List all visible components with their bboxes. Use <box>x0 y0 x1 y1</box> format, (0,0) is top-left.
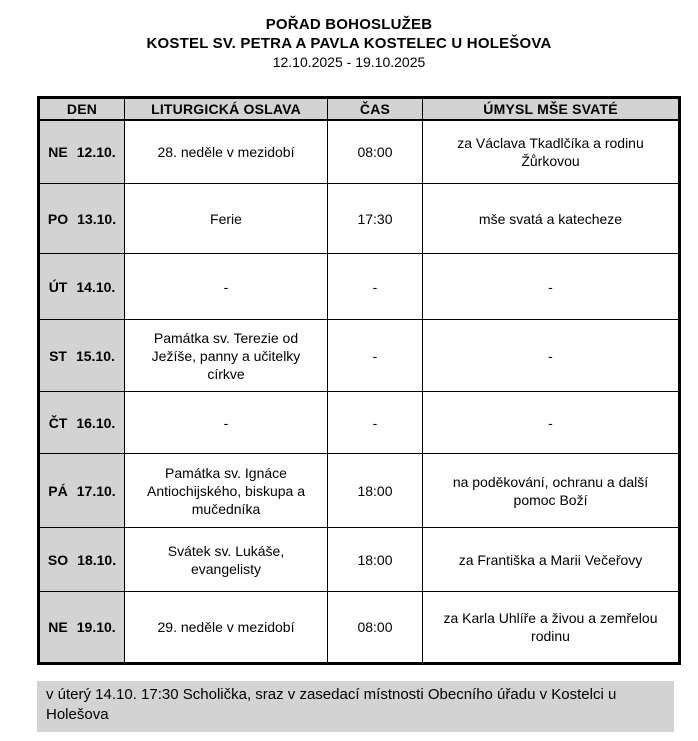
day-cell <box>39 254 125 320</box>
date-range: 12.10.2025 - 19.10.2025 <box>272 54 426 70</box>
day-label <box>48 347 116 365</box>
day-cell <box>39 320 125 392</box>
table-row <box>39 320 680 392</box>
mass-intention-cell: za Václava Tkadlčíka a rodinu Žůrkovou <box>423 120 680 184</box>
time-cell: - <box>328 254 423 320</box>
day-cell <box>39 392 125 454</box>
time-cell: 18:00 <box>328 528 423 592</box>
day-abbreviation: ČT <box>48 414 68 431</box>
day-date: 19.10. <box>76 619 116 635</box>
table-row <box>39 454 680 528</box>
schedule-table <box>37 96 681 665</box>
table-row <box>39 528 680 592</box>
time-cell: 08:00 <box>328 120 423 184</box>
column-header-mass-intention: ÚMYSL MŠE SVATÉ <box>423 98 680 120</box>
day-abbreviation: NE <box>48 619 68 635</box>
mass-intention-cell: - <box>423 320 680 392</box>
day-label <box>48 278 116 296</box>
day-abbreviation: SO <box>47 551 69 568</box>
day-date: 16.10. <box>76 414 116 431</box>
day-label <box>48 482 116 500</box>
liturgical-celebration-cell: - <box>125 254 328 320</box>
day-label <box>48 618 116 636</box>
time-cell: 08:00 <box>328 592 423 664</box>
liturgical-celebration-cell: 28. neděle v mezidobí <box>125 120 328 184</box>
table-row <box>39 254 680 320</box>
time-cell: 17:30 <box>328 184 423 254</box>
liturgical-celebration-cell: Ferie <box>125 184 328 254</box>
mass-intention-cell: na poděkování, ochranu a další pomoc Boží <box>423 454 680 528</box>
day-cell <box>39 120 125 184</box>
day-date: 17.10. <box>76 482 116 499</box>
church-name: KOSTEL SV. PETRA A PAVLA KOSTELEC U HOLEŠOVA <box>146 35 552 52</box>
time-cell: - <box>328 320 423 392</box>
day-abbreviation: ÚT <box>48 278 68 295</box>
day-date: 15.10. <box>75 347 115 364</box>
day-date: 13.10. <box>77 210 117 227</box>
day-cell <box>39 528 125 592</box>
day-abbreviation: PO <box>47 210 69 227</box>
day-label <box>48 143 116 161</box>
schedule-table-header <box>39 98 680 120</box>
liturgical-celebration-cell: Svátek sv. Lukáše, evangelisty <box>125 528 328 592</box>
time-cell: 18:00 <box>328 454 423 528</box>
column-header-day: DEN <box>39 98 125 120</box>
page-title: POŘAD BOHOSLUŽEB <box>265 16 433 33</box>
day-label <box>48 210 116 228</box>
day-cell <box>39 184 125 254</box>
liturgical-celebration-cell: - <box>125 392 328 454</box>
day-label <box>48 551 116 569</box>
mass-intention-cell: mše svatá a katecheze <box>423 184 680 254</box>
document-header <box>0 15 698 72</box>
mass-intention-cell: za Františka a Marii Večeřovy <box>423 528 680 592</box>
day-date: 12.10. <box>76 143 116 160</box>
column-header-liturgical-celebration: LITURGICKÁ OSLAVA <box>125 98 328 120</box>
time-cell: - <box>328 392 423 454</box>
day-date: 14.10. <box>76 278 116 295</box>
day-cell <box>39 592 125 664</box>
day-abbreviation: ST <box>49 347 67 364</box>
table-row <box>39 592 680 664</box>
day-date: 18.10. <box>77 551 117 568</box>
mass-intention-cell: za Karla Uhlíře a živou a zemřelou rodinu <box>423 592 680 664</box>
table-row <box>39 120 680 184</box>
mass-intention-cell: - <box>423 392 680 454</box>
day-abbreviation: PÁ <box>48 482 68 499</box>
table-row <box>39 184 680 254</box>
liturgical-celebration-cell: 29. neděle v mezidobí <box>125 592 328 664</box>
footer-note: v úterý 14.10. 17:30 Scholička, sraz v zasedací místnosti Obecního úřadu v Kostelci u Holešova <box>37 681 674 732</box>
day-cell <box>39 454 125 528</box>
day-abbreviation: NE <box>48 143 68 160</box>
header-row <box>39 98 680 120</box>
day-label <box>48 414 116 432</box>
table-row <box>39 392 680 454</box>
schedule-table-body <box>39 120 680 664</box>
mass-intention-cell: - <box>423 254 680 320</box>
column-header-time: ČAS <box>328 98 423 120</box>
liturgical-celebration-cell: Památka sv. Terezie od Ježíše, panny a učitelky církve <box>125 320 328 392</box>
liturgical-celebration-cell: Památka sv. Ignáce Antiochijského, biskupa a mučedníka <box>125 454 328 528</box>
